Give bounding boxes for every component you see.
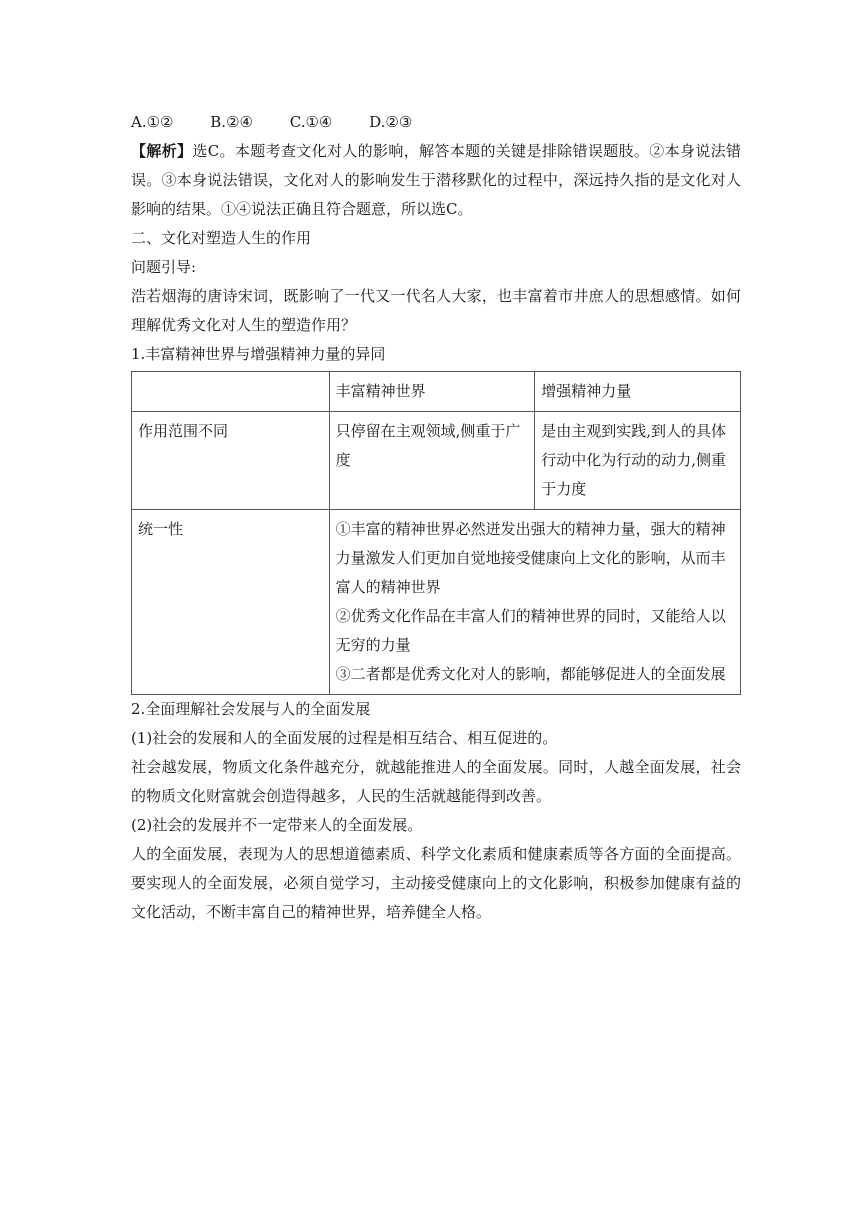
document-content (131, 108, 741, 927)
part2-para1: 社会越发展，物质文化条件越充分，就越能推进人的全面发展。同时，人越全面发展，社会的物质文化财富就会创造得越多，人民的生活就越能得到改善。 (131, 758, 741, 805)
part2-title: 2.全面理解社会发展与人的全面发展 (131, 700, 371, 718)
table-header-row (132, 372, 741, 412)
option-a: A.①② (131, 113, 174, 131)
unity-item-3: ③二者都是优秀文化对人的影响，都能够促进人的全面发展 (335, 665, 726, 683)
guide-label: 问题引导: (131, 258, 197, 276)
part2-point2: (2)社会的发展并不一定带来人的全面发展。 (131, 816, 423, 834)
analysis-tag: 【解析】 (131, 142, 193, 160)
answer-options (131, 108, 741, 137)
cell-unity (329, 510, 740, 695)
unity-item-2: ②优秀文化作品在丰富人们的精神世界的同时，又能给人以无穷的力量 (335, 607, 726, 654)
option-d: D.②③ (369, 113, 413, 131)
table-row-unity (132, 510, 741, 695)
guide-text: 浩若烟海的唐诗宋词，既影响了一代又一代名人大家，也丰富着市井庶人的思想感情。如何理解优秀文化对人生的塑造作用？ (131, 287, 741, 334)
comparison-table (131, 371, 741, 695)
section-heading: 二、文化对塑造人生的作用 (131, 229, 312, 247)
unity-item-1: ①丰富的精神世界必然迸发出强大的精神力量，强大的精神力量激发人们更加自觉地接受健康向上文化的影响，从而丰富人的精神世界 (335, 520, 726, 596)
row-label-unity: 统一性 (132, 510, 330, 695)
table-header-empty (132, 372, 330, 412)
cell-enrich-scope: 只停留在主观领域,侧重于广度 (329, 412, 535, 510)
option-b: B.②④ (210, 113, 253, 131)
analysis-paragraph (131, 137, 741, 224)
part2-para2: 人的全面发展，表现为人的思想道德素质、科学文化素质和健康素质等各方面的全面提高。要实现人的全面发展，必须自觉学习，主动接受健康向上的文化影响，积极参加健康有益的文化活动，不断丰富自己的精神世界，培养健全人格。 (131, 845, 741, 921)
cell-strengthen-scope: 是由主观到实践,到人的具体行动中化为行动的动力,侧重于力度 (535, 412, 741, 510)
table-header-enrich: 丰富精神世界 (329, 372, 535, 412)
option-c: C.①④ (289, 113, 333, 131)
table-header-strengthen: 增强精神力量 (535, 372, 741, 412)
table-title: 1.丰富精神世界与增强精神力量的异同 (131, 345, 386, 363)
table-row-scope (132, 412, 741, 510)
part2-point1: (1)社会的发展和人的全面发展的过程是相互结合、相互促进的。 (131, 729, 558, 747)
analysis-text: 选C。本题考查文化对人的影响，解答本题的关键是排除错误题肢。②本身说法错误。③本身说法错误，文化对人的影响发生于潜移默化的过程中，深远持久指的是文化对人影响的结果。①④说法正确且符合题意，所以选C。 (131, 142, 741, 218)
row-label-scope: 作用范围不同 (132, 412, 330, 510)
